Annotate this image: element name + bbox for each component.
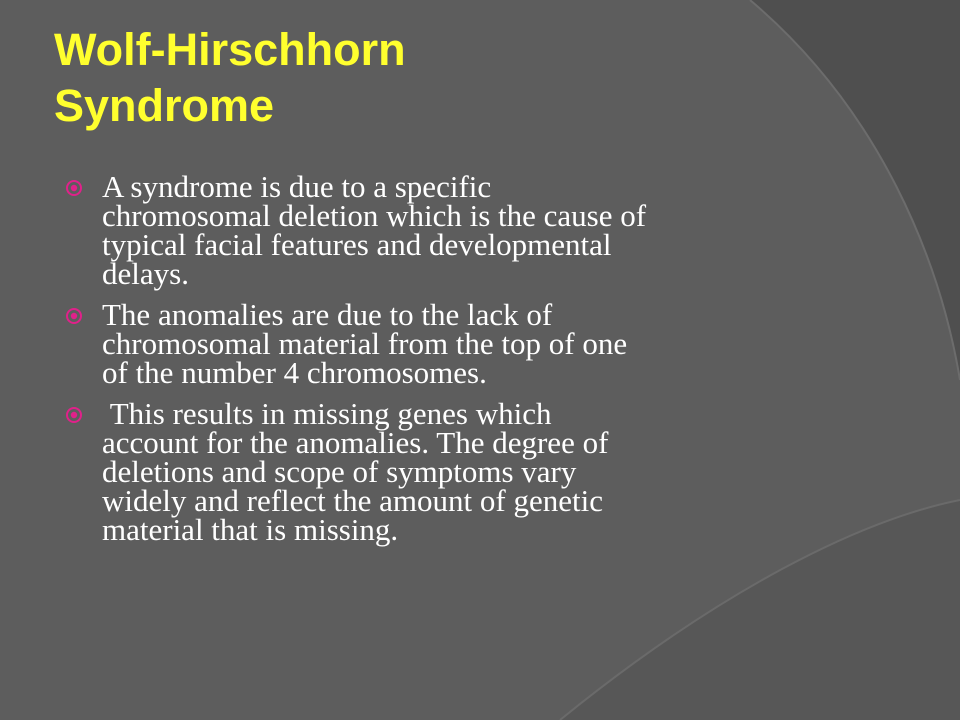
circled-dot-bullet-icon (65, 307, 83, 325)
bullet-item-3 (62, 396, 832, 547)
slide-title (54, 22, 754, 134)
bullet-text: This results in missing genes which account for the anomalies. The degree of deletions and scope of symptoms vary widely and reflect the amount of genetic material that is missing. (102, 396, 609, 547)
circled-dot-bullet-icon (65, 179, 83, 197)
bullet-text: A syndrome is due to a specific chromosomal deletion which is the cause of typical facial features and developmental delays. (102, 169, 647, 291)
title-line-1: Wolf-Hirschhorn (54, 24, 406, 75)
bullet-item-1 (62, 169, 832, 291)
bullet-item-2 (62, 297, 832, 390)
circled-dot-bullet-icon (65, 406, 83, 424)
bullet-list (62, 169, 832, 556)
title-line-2: Syndrome (54, 80, 275, 131)
bullet-text: The anomalies are due to the lack of chromosomal material from the top of one of the number 4 chromosomes. (102, 297, 628, 390)
